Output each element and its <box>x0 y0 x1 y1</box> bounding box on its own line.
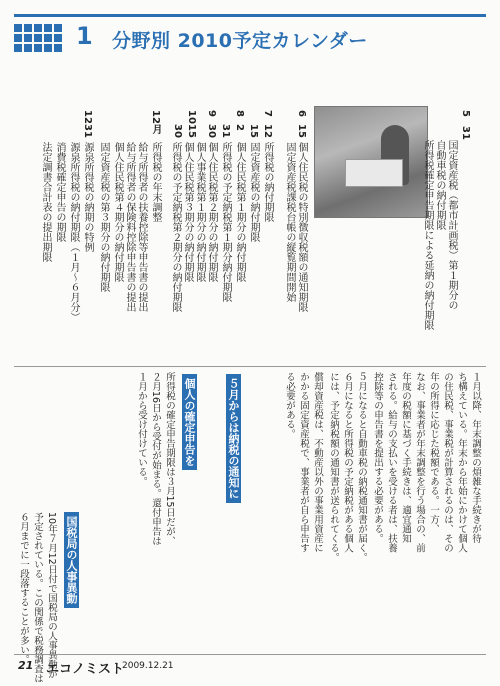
body-line: 予定されている。この関係で税務調査は <box>32 512 43 683</box>
cal-date: 30 <box>172 124 183 138</box>
cal-date: 31 <box>460 126 471 140</box>
cal-date: 12 <box>82 110 93 124</box>
cal-date: 12 <box>150 110 161 124</box>
body-line: １月から受け付けている。 <box>136 372 147 486</box>
cal-date: 5 <box>460 110 471 117</box>
body-line: 控除等の申告書を提出する必要がある。 <box>372 372 383 543</box>
cal-event: 所得税の年末調整 <box>150 142 161 222</box>
cal-event: 個人事業税第１期分の納付期限 <box>194 142 205 282</box>
body-line: かかる固定資産税で、事業者が自ら申告す <box>298 372 309 553</box>
cal-event: 個人住民税の特別徴収税額の通知期限 <box>296 142 307 312</box>
body-line: 償却資産税は、不動産以外の事業用資産に <box>312 372 323 553</box>
cal-event: 所得税の予定納税第２期分の納付期限 <box>170 142 181 312</box>
cal-event: 消費税確定申告の期限 <box>54 142 65 242</box>
body-line: の住民税、事業税が計算されるのは、その <box>442 372 453 553</box>
issue-date: 2009.12.21 <box>122 661 174 671</box>
cal-date: 15 <box>186 124 197 138</box>
cal-event: 固定資産税課税台帳の縦覧期間開始 <box>284 142 295 302</box>
cal-date: 2 <box>234 124 245 131</box>
subheading: 国税局の人事異動 <box>64 512 79 608</box>
body-line: ６月までに一段落することが多い。 <box>18 512 29 664</box>
news-photo <box>314 106 428 218</box>
cal-date: 12 <box>262 124 273 138</box>
cal-event: 源泉所得税の納付期限（１月〜６月分） <box>68 142 79 322</box>
cal-event: 個人住民税第４期分の納付期限 <box>112 142 123 282</box>
cal-event: 国定資産税（都市計画税）第１期分の <box>446 140 457 310</box>
subheading: ５月からは納税の通知に <box>226 374 241 503</box>
cal-event: 所得税の納付期限 <box>262 142 273 222</box>
body-line: には、予定納税額の通知書が送られてくる。 <box>328 372 339 562</box>
cal-event: 個人住民税第２期分の納付期限 <box>206 142 217 282</box>
cal-date: 7 <box>262 110 273 117</box>
body-line: される。給与の支払いを受ける者は、扶養 <box>386 372 397 553</box>
cal-event: 固定資産税の納付期限 <box>248 142 259 242</box>
page-title: 分野別 2010予定カレンダー <box>112 30 368 52</box>
cal-date: 15 <box>296 124 307 138</box>
body-line: ６月になると所得税の予定納税がある個人 <box>342 372 353 553</box>
cal-date: 10 <box>186 110 197 124</box>
body-line: ち構えている。年末から年始にかけて個人 <box>456 372 467 553</box>
cal-event: 法定調書合計表の提出期限 <box>40 142 51 262</box>
cal-date: 8 <box>234 110 245 117</box>
header-squares-icon <box>14 24 74 54</box>
cal-date: 31 <box>82 124 93 138</box>
cal-event: 個人住民税第１期分の納付期限 <box>234 142 245 282</box>
cal-date: 30 <box>206 124 217 138</box>
cal-event: 給与所得者の扶養控除等申告書の提出 <box>136 142 147 312</box>
cal-event: 所得税の予定納税第１期分納付期限 <box>220 142 231 302</box>
cal-date: 31 <box>220 124 231 138</box>
magazine-name: エコノミスト <box>46 662 125 677</box>
body-line: １月以降、年末調整の煩雑な手続きが待 <box>470 372 481 543</box>
cal-date: 月 <box>150 124 161 134</box>
body-line: 年度の税額に基づく手続きは、適宜通知 <box>400 372 411 543</box>
cal-event: 源泉所得税の納期の特例 <box>82 142 93 252</box>
body-line: ２月16日から受付が始まる。還付申告は <box>150 372 161 546</box>
body-line: 所得税の確定申告期限は３月15日だが、 <box>164 372 175 546</box>
body-line: る必要がある。 <box>284 372 295 439</box>
body-line: なお、事業者が年末調整を行う場合の、前 <box>414 372 425 553</box>
section-number: 1 <box>76 22 93 50</box>
section-divider <box>14 366 486 367</box>
cal-date: 9 <box>206 110 217 117</box>
body-line: ５月になると自動車税の納税通知書が届く。 <box>356 372 367 562</box>
body-line: 10年７月12日付で国税局の人事異動が <box>46 512 57 679</box>
cal-date: 15 <box>248 124 259 138</box>
cal-event: 個人住民税第３期分の納付期限 <box>182 142 193 282</box>
subheading: 個人の確定申告を <box>182 374 197 470</box>
cal-event: 固定資産税の第３期分の納付期限 <box>98 142 109 292</box>
page-number: 21 <box>18 659 34 672</box>
cal-event: 自動車税の納付期限 <box>434 140 445 230</box>
sign-placard <box>345 159 403 187</box>
cal-date: 6 <box>296 110 307 117</box>
cal-event: 給与所得者の保険料控除申告書の提出 <box>124 142 135 312</box>
body-line: 年の所得に応じた税額である。一方、 <box>428 372 439 534</box>
cal-event: 所得税確定申告期限による延納の納付期限 <box>422 140 433 330</box>
